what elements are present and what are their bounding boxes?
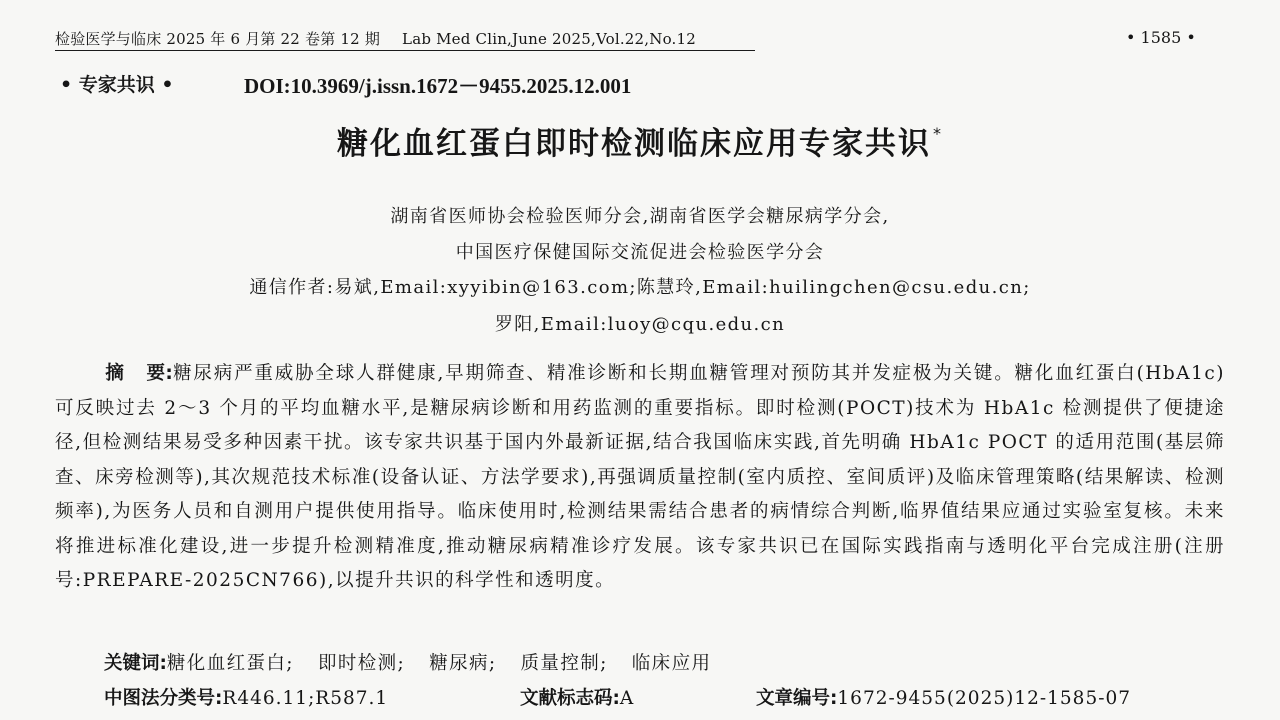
abstract-label-1: 摘 [105,363,125,384]
running-header [55,28,696,49]
affiliation-line-2: 中国医疗保健国际交流促进会检验医学分会 [455,242,825,263]
abstract [55,357,1225,599]
title-footnote-mark: * [933,123,943,143]
page-number: • 1585 • [1126,28,1196,47]
column-tag: • 专家共识 • [60,74,174,96]
doi: DOI:10.3969/j.issn.1672－9455.2025.12.001 [244,74,632,98]
keyword: 糖尿病; [429,653,497,674]
affiliation-line-1: 湖南省医师协会检验医师分会,湖南省医学会糖尿病学分会, [390,206,890,227]
clc-value: R446.11;R587.1 [222,688,389,709]
keyword: 即时检测; [317,653,406,674]
clc-number [104,684,388,710]
keyword: 质量控制; [520,653,608,674]
title-text: 糖化血红蛋白即时检测临床应用专家共识 [337,126,931,162]
doc-code-value: A [619,688,635,709]
doc-code-label: 文献标志码: [520,688,620,709]
keywords-label: 关键词: [104,653,167,674]
document-code [520,684,634,710]
journal-name-cn: 检验医学与临床 2025 年 6 月第 22 卷第 12 期 [55,30,381,48]
abstract-text: 糖尿病严重威胁全球人群健康,早期筛查、精准诊断和长期血糖管理对预防其并发症极为关键。糖化血红蛋白(HbA1c)可反映过去 2～3 个月的平均血糖水平,是糖尿病诊断和用药监测的重要指标。即时检测(POCT)技术为 HbA1c 检测提供了便捷途径,但检测结果易受多种因素干扰。该专家共识基于国内外最新证据,结合我国临床实践,首先明确 HbA1c POCT 的适用范围(基层筛查、床旁检测等),其次规范技术标准(设备认证、方法学要求),再强调质量控制(室内质控、室间质评)及临床管理策略(结果解读、检测频率),为医务人员和自测用户提供使用指导。临床使用时,检测结果需结合患者的病情综合判断,临界值结果应通过实验室复核。未来将推进标准化建设,进一步提升检测精准度,推动糖尿病精准诊疗发展。该专家共识已在国际实践指南与透明化平台完成注册(注册号:PREPARE-2025CN766),以提升共识的科学性和透明度。 [55,363,1225,591]
article-number-label: 文章编号: [756,688,838,709]
article-title [0,118,1280,163]
journal-name-en: Lab Med Clin,June 2025,Vol.22,No.12 [402,30,697,48]
clc-label: 中图法分类号: [104,688,223,709]
abstract-label-2: 要: [146,363,173,384]
keywords [104,649,711,675]
correspondence-line-2: 罗阳,Email:luoy@cqu.edu.cn [494,314,786,335]
keyword: 临床应用 [631,653,712,674]
article-number-value: 1672-9455(2025)12-1585-07 [837,688,1131,709]
correspondence-line-1: 通信作者:易斌,Email:xyyibin@163.com;陈慧玲,Email:huilingchen@csu.edu.cn; [249,277,1031,298]
keyword: 糖化血红蛋白; [166,653,294,674]
header-rule [55,50,755,51]
article-number [756,684,1131,710]
